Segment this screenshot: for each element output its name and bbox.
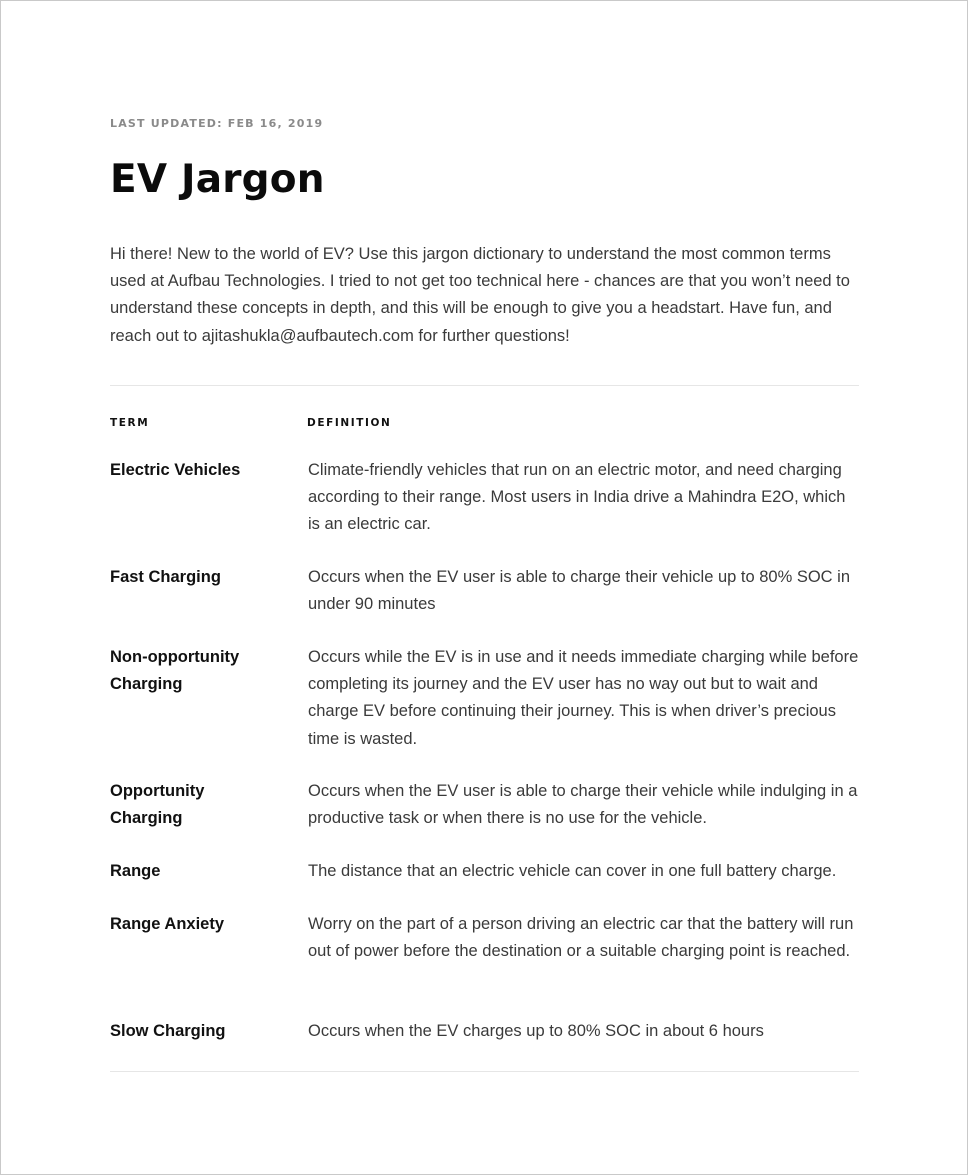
bottom-divider xyxy=(110,1071,859,1072)
term-cell: Range xyxy=(110,862,161,880)
term-cell: Fast Charging xyxy=(110,568,221,586)
term-cell: Slow Charging xyxy=(110,1022,226,1040)
last-updated-label: LAST UPDATED: FEB 16, 2019 xyxy=(110,117,324,130)
term-cell: Range Anxiety xyxy=(110,915,225,933)
definition-cell: Worry on the part of a person driving an electric car that the battery will run out of power before the destination or a suitable charging point is reached. xyxy=(308,915,854,961)
definition-cell: The distance that an electric vehicle can cover in one full battery charge. xyxy=(308,862,837,880)
definition-cell: Occurs when the EV user is able to charge their vehicle up to 80% SOC in under 90 minutes xyxy=(308,568,851,614)
term-cell: Non-opportunity Charging xyxy=(110,648,240,694)
definition-cell: Climate-friendly vehicles that run on an electric motor, and need charging according to their range. Most users in India drive a Mahindra E2O, which is an electric car. xyxy=(308,461,846,534)
term-cell: Opportunity Charging xyxy=(110,782,205,828)
term-column-header: TERM xyxy=(110,417,150,429)
definition-cell: Occurs while the EV is in use and it needs immediate charging while before completing its journey and the EV user has no way out but to wait and charge EV before continuing their journey. This is when driver’s precious time is wasted. xyxy=(308,648,859,748)
term-cell: Electric Vehicles xyxy=(110,461,241,479)
definition-cell: Occurs when the EV user is able to charge their vehicle while indulging in a productive task or when there is no use for the vehicle. xyxy=(308,782,858,828)
page-title: EV Jargon xyxy=(110,157,325,202)
intro-paragraph: Hi there! New to the world of EV? Use this jargon dictionary to understand the most common terms used at Aufbau Technologies. I tried to not get too technical here - chances are that you won’t need to understand these concepts in depth, and this will be enough to give you a headstart. Have fun, and reach out to ajitashukla@aufbautech.com for further questions! xyxy=(110,245,850,345)
top-divider xyxy=(110,385,859,386)
definition-column-header: DEFINITION xyxy=(307,417,392,429)
definition-cell: Occurs when the EV charges up to 80% SOC in about 6 hours xyxy=(308,1022,764,1040)
